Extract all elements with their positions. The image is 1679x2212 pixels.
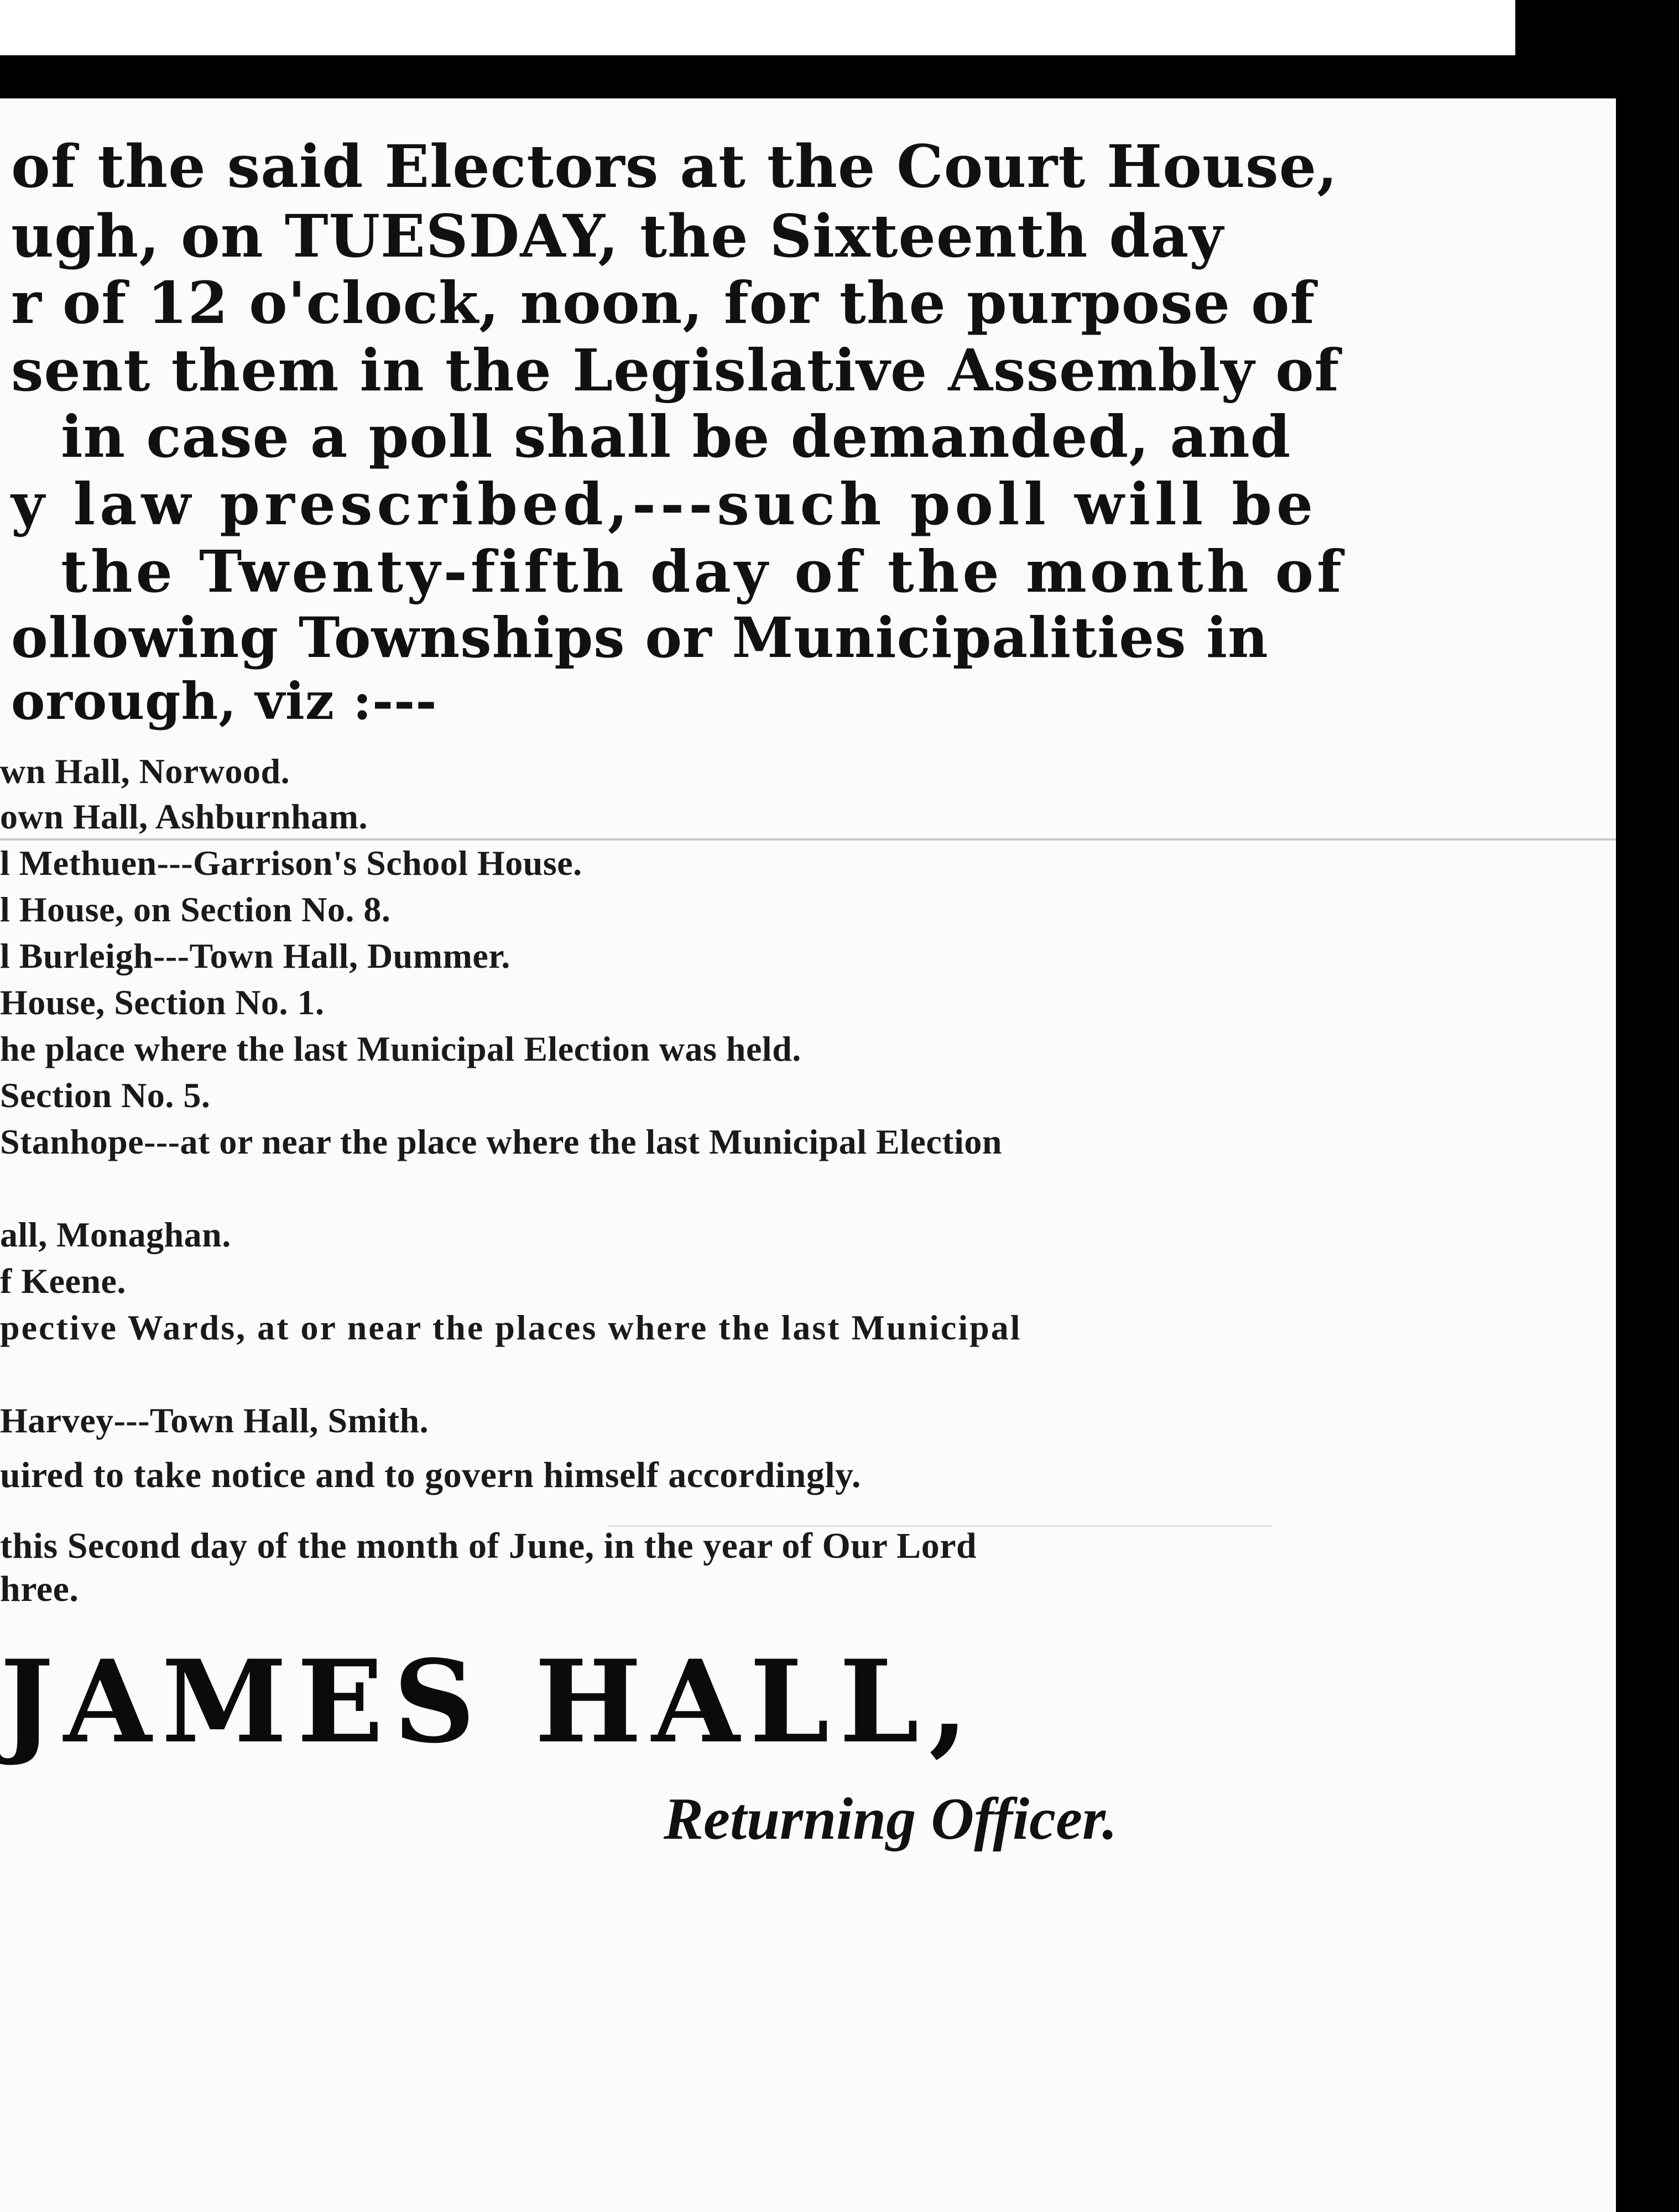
closing-line-3: hree. — [0, 1569, 79, 1609]
heading-line-6: y law prescribed,---such poll will be — [11, 470, 1318, 538]
top-paper-edge — [0, 0, 1515, 55]
polling-place-9: Stanhope---at or near the place where the last Municipal Election — [0, 1122, 1002, 1161]
proclamation-sheet — [0, 98, 1616, 2212]
paper-fold-line — [0, 838, 1616, 841]
signature-name: JAMES HALL, — [0, 1636, 979, 1768]
heading-line-2: ugh, on TUESDAY, the Sixteenth day — [11, 201, 1224, 270]
heading-line-5: in case a poll shall be demanded, and — [61, 403, 1291, 471]
heading-line-9: orough, viz :--- — [11, 671, 437, 731]
polling-place-11: f Keene. — [0, 1261, 126, 1301]
polling-place-2: own Hall, Ashburnham. — [0, 797, 368, 836]
heading-line-7: the Twenty-fifth day of the month of — [61, 538, 1345, 606]
heading-line-8: ollowing Townships or Municipalities in — [11, 605, 1269, 670]
polling-place-8: Section No. 5. — [0, 1076, 211, 1115]
polling-place-1: wn Hall, Norwood. — [0, 752, 290, 791]
polling-place-10: all, Monaghan. — [0, 1215, 231, 1254]
polling-place-6: House, Section No. 1. — [0, 983, 325, 1022]
polling-place-4: l House, on Section No. 8. — [0, 890, 391, 929]
polling-place-12: pective Wards, at or near the places where the last Municipal — [0, 1308, 1022, 1347]
polling-place-7: he place where the last Municipal Election was held. — [0, 1029, 801, 1068]
signature-title: Returning Officer. — [664, 1786, 1118, 1852]
polling-place-13: Harvey---Town Hall, Smith. — [0, 1401, 429, 1440]
polling-place-3: l Methuen---Garrison's School House. — [0, 843, 582, 883]
closing-line-1: uired to take notice and to govern himself accordingly. — [0, 1455, 862, 1495]
closing-line-2: this Second day of the month of June, in the year of Our Lord — [0, 1526, 977, 1566]
heading-line-3: r of 12 o'clock, noon, for the purpose of — [11, 269, 1316, 337]
polling-place-5: l Burleigh---Town Hall, Dummer. — [0, 936, 510, 975]
heading-line-1: of the said Electors at the Court House, — [11, 132, 1338, 201]
heading-line-4: sent them in the Legislative Assembly of — [11, 336, 1340, 404]
